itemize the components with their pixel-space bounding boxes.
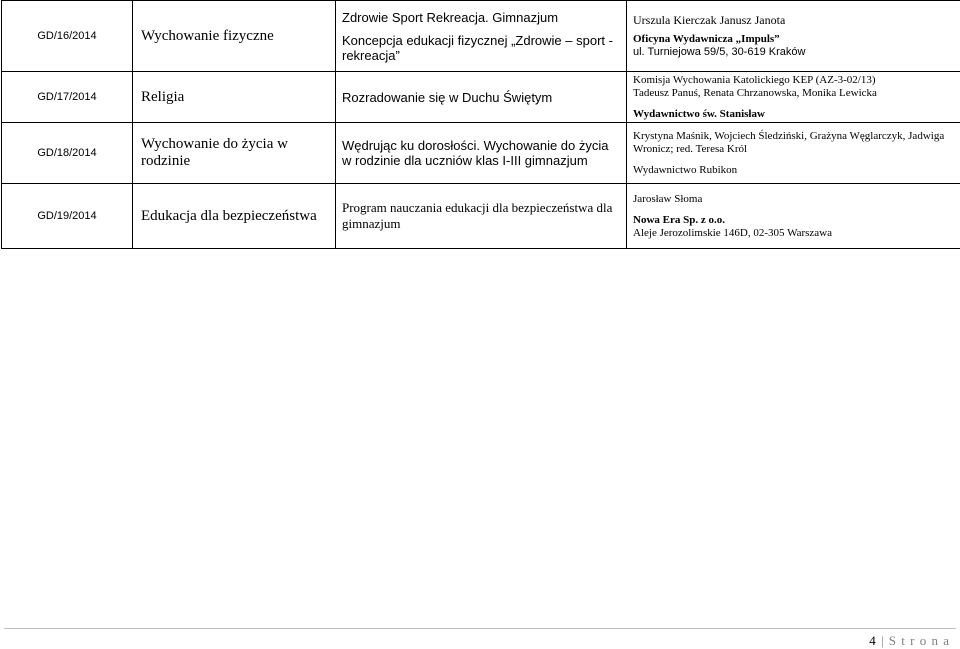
subject-name: Wychowanie do życia w rodzinie <box>133 123 336 184</box>
footer-separator: | <box>881 633 885 648</box>
author-cell <box>627 123 960 184</box>
publisher: Oficyna Wydawnicza „Impuls” <box>633 33 956 46</box>
program-table <box>1 0 960 249</box>
authors-line: Komisja Wychowania Katolickiego KEP (AZ-3-02/13) <box>633 74 956 87</box>
table-row <box>2 1 960 72</box>
program-title-line: Koncepcja edukacji fizycznej „Zdrowie – sport - rekreacja” <box>342 33 620 63</box>
program-title: Rozradowanie się w Duchu Świętym <box>336 72 627 123</box>
page-number: 4 <box>869 633 877 648</box>
subject-name: Wychowanie fizyczne <box>133 1 336 72</box>
publisher: Wydawnictwo Rubikon <box>633 164 956 177</box>
table-row <box>2 184 960 249</box>
program-title <box>336 1 627 72</box>
program-title-line: Zdrowie Sport Rekreacja. Gimnazjum <box>342 10 620 25</box>
authors: Krystyna Maśnik, Wojciech Śledziński, Grażyna Węglarczyk, Jadwiga Wronicz; red. Teresa Król <box>633 130 956 156</box>
authors: Jarosław Słoma <box>633 193 956 206</box>
publisher-address: Aleje Jerozolimskie 146D, 02-305 Warszawa <box>633 227 956 240</box>
program-table-container <box>1 0 959 249</box>
table-row <box>2 123 960 184</box>
program-title: Program nauczania edukacji dla bezpieczeństwa dla gimnazjum <box>336 184 627 249</box>
authors-line: Tadeusz Panuś, Renata Chrzanowska, Monika Lewicka <box>633 87 956 100</box>
publisher-address: ul. Turniejowa 59/5, 30-619 Kraków <box>633 46 956 59</box>
publisher: Nowa Era Sp. z o.o. <box>633 214 956 227</box>
author-cell <box>627 184 960 249</box>
program-code: GD/16/2014 <box>2 1 133 72</box>
program-code: GD/19/2014 <box>2 184 133 249</box>
program-code: GD/18/2014 <box>2 123 133 184</box>
authors: Urszula Kierczak Janusz Janota <box>633 14 956 27</box>
program-title: Wędrując ku dorosłości. Wychowanie do życia w rodzinie dla uczniów klas I-III gimnazjum <box>336 123 627 184</box>
page-label: S t r o n a <box>889 633 950 648</box>
page-footer <box>869 633 950 649</box>
subject-name: Edukacja dla bezpieczeństwa <box>133 184 336 249</box>
author-cell <box>627 72 960 123</box>
table-row <box>2 72 960 123</box>
author-cell <box>627 1 960 72</box>
program-code: GD/17/2014 <box>2 72 133 123</box>
publisher: Wydawnictwo św. Stanisław <box>633 108 956 121</box>
subject-name: Religia <box>133 72 336 123</box>
footer-divider <box>4 628 956 629</box>
